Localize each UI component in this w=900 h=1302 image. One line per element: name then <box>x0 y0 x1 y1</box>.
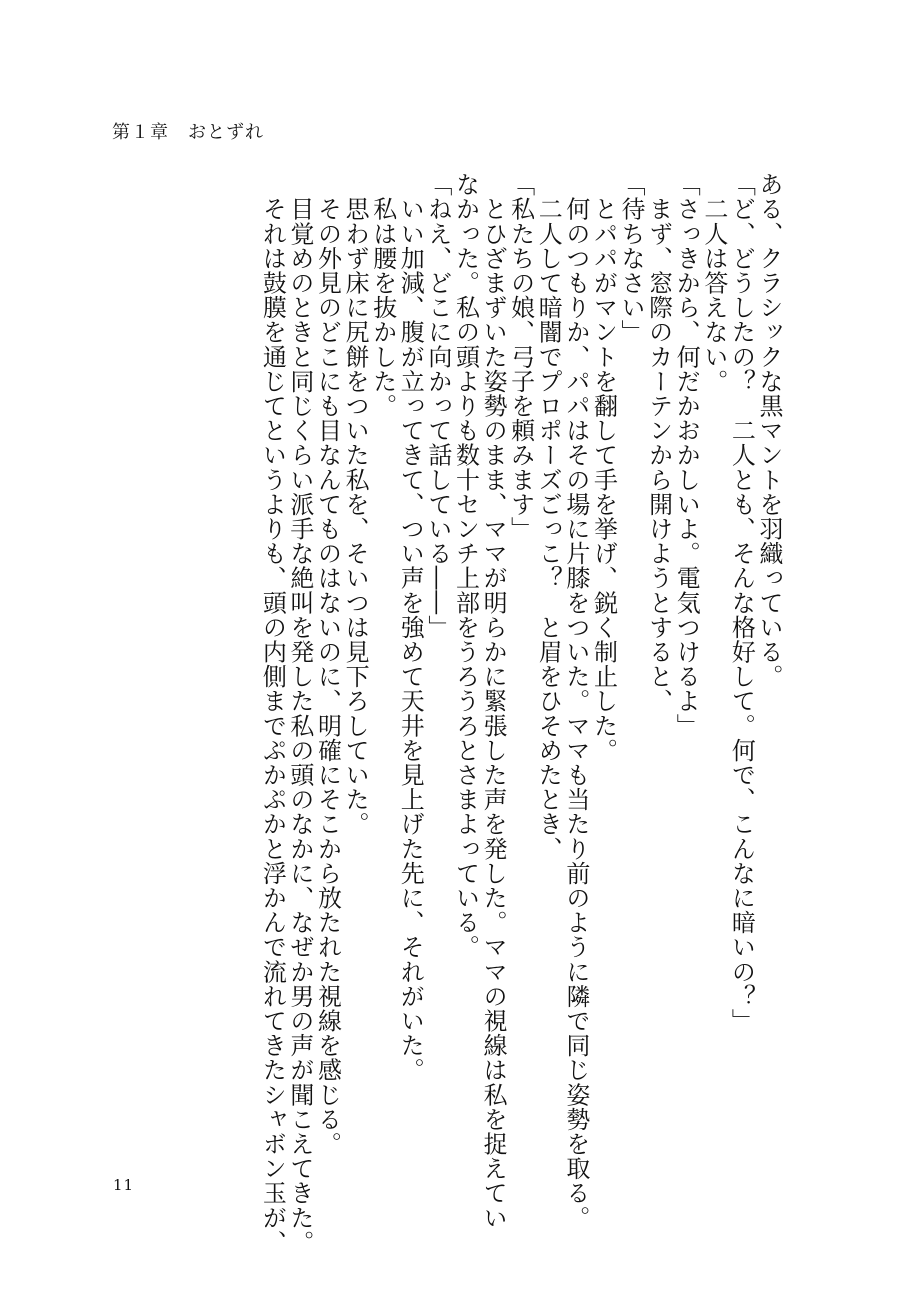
text-line: なかった。私の頭よりも数十センチ上部をうろうろとさまよっている。 <box>451 172 480 960</box>
text-line: 何のつもりか、パパはその場に片膝をついた。ママも当たり前のように隣で同じ姿勢を取る。 <box>561 172 590 1230</box>
text-line: ある、クラシックな黒マントを羽織っている。 <box>755 172 783 689</box>
text-line: 私は腰を抜かした。 <box>368 172 397 418</box>
text-line: その外見のどこにも目なんてものはないのに、明確にそこから放たれた視線を感じる。 <box>313 172 342 1156</box>
text-line: とパパがマントを翻して手を挙げ、鋭く制止した。 <box>589 172 618 763</box>
text-line: 二人は答えない。 <box>699 172 728 394</box>
text-line: 「ねえ、どこに向かって話している――」 <box>423 172 452 640</box>
page-number: 11 <box>113 1176 135 1194</box>
running-head: 第１章 おとずれ <box>112 122 264 143</box>
text-line: 「待ちなさい」 <box>617 172 646 345</box>
text-line: 「私たちの娘、弓子を頼みます」 <box>506 172 535 541</box>
text-line: 「ど、どうしたの？ 二人とも、そんな格好して。何で、こんなに暗いの？」 <box>727 172 756 1033</box>
text-line: いい加減、腹が立ってきて、つい声を強めて天井を見上げた先に、それがいた。 <box>396 172 425 1083</box>
text-line: 「さっきから、何だかおかしいよ。電気つけるよ」 <box>672 172 701 738</box>
text-line: 思わず床に尻餅をついた私を、そいつは見下ろしていた。 <box>341 172 370 837</box>
text-line: 二人して暗闇でプロポーズごっこ？ と眉をひそめたとき、 <box>534 172 563 861</box>
text-line: とひざまずいた姿勢のまま、ママが明らかに緊張した声を発した。ママの視線は私を捉えてい <box>479 172 508 1230</box>
text-line: まず、窓際のカーテンから開けようとすると、 <box>644 172 673 714</box>
text-line: 目覚めのときと同じくらい派手な絶叫を発した私の頭のなかに、なぜか男の声が聞こえてきた。 <box>285 172 314 1255</box>
text-line: それは鼓膜を通じてというよりも、頭の内側までぷかぷかと浮かんで流れてきたシャボン玉が、 <box>258 172 287 1255</box>
